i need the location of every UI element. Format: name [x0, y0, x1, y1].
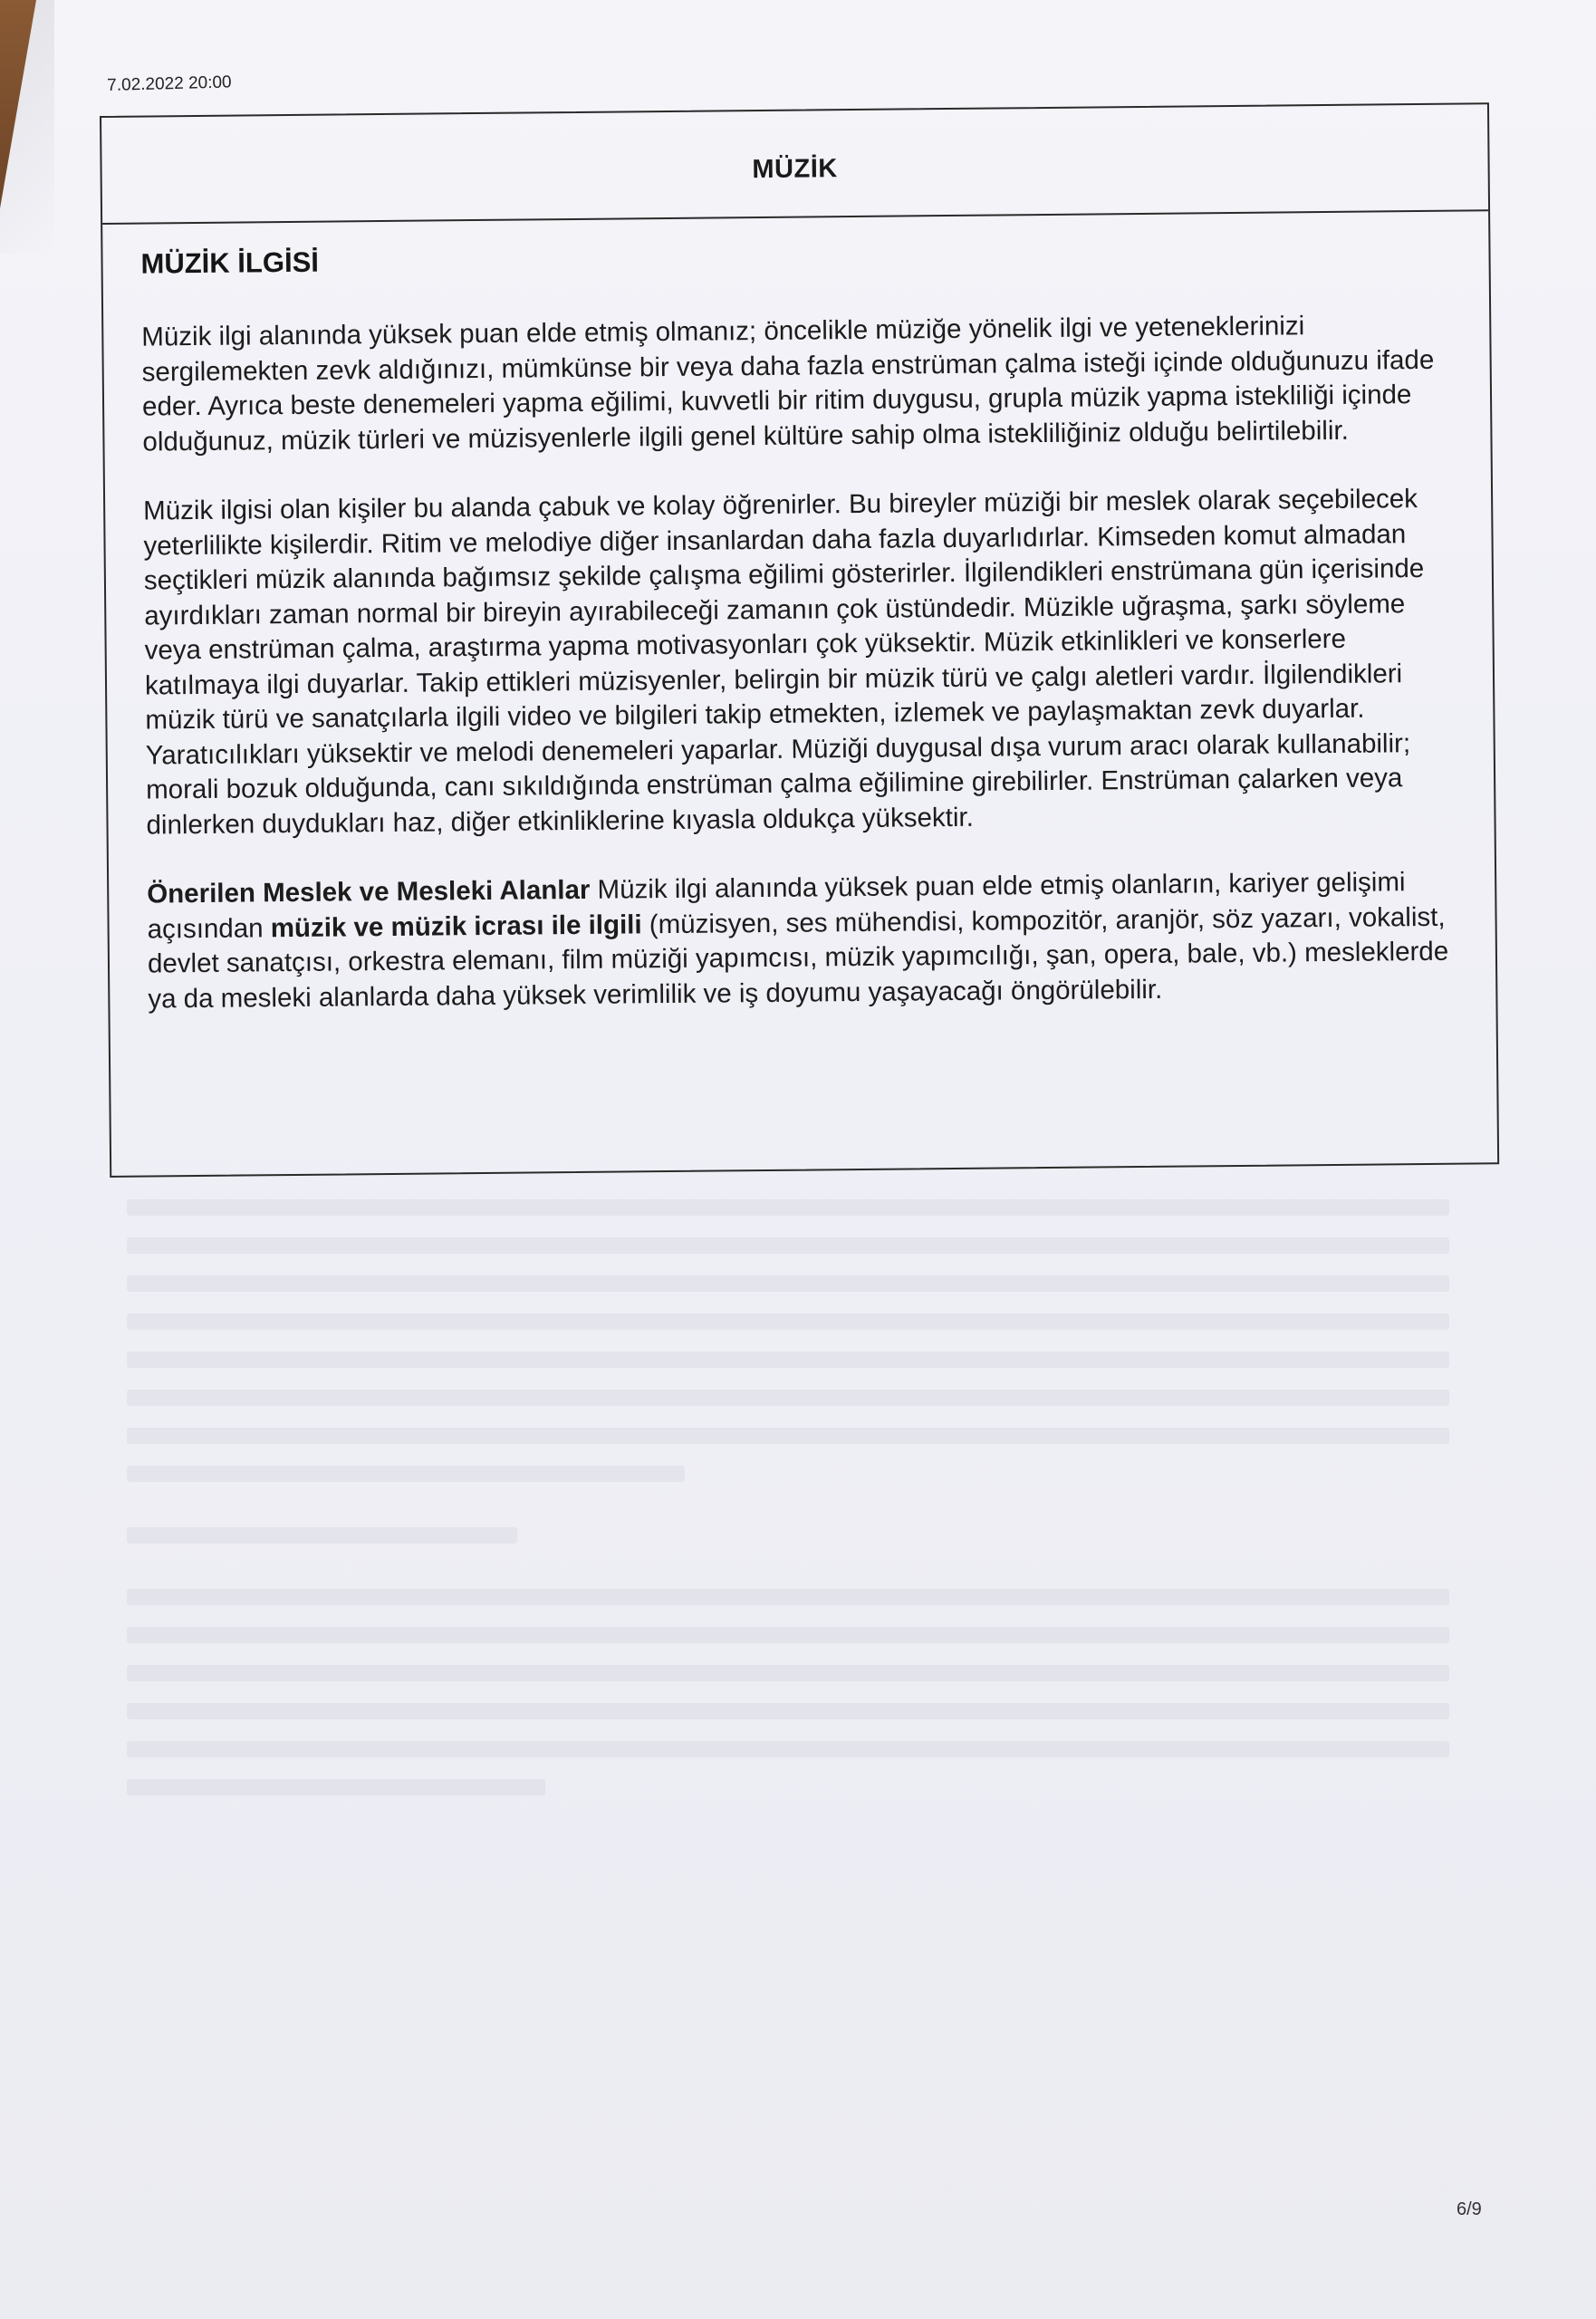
box-header	[101, 104, 1488, 225]
print-timestamp: 7.02.2022 20:00	[107, 72, 232, 95]
recommendations-heading: Önerilen Meslek ve Mesleki Alanlar	[147, 874, 591, 909]
section-title: MÜZİK İLGİSİ	[140, 245, 320, 280]
paper-fold-corner	[0, 0, 36, 208]
recommendations-text-a: Müzik ilgi alanında yüksek puan elde etmiş olanların, kariyer gelişimi açısından	[147, 867, 1406, 945]
recommendations-emphasis: müzik ve müzik icrası ile ilgili	[270, 909, 642, 943]
recommendations-text-b: (müzisyen, ses mühendisi, kompozitör, aranjör, söz yazarı, vokalist, devlet sanatçısı, orkestra elemanı, film müziği yapımcısı, müzik yapımcılığı, şan, opera, bale, vb.) mesleklerde ya da mesleki alanlarda daha yüksek verimlilik ve iş doyumu yaşayacağı öngörülebilir.	[147, 901, 1449, 1015]
paragraph-recommendations	[147, 865, 1459, 1017]
paragraph-intro: Müzik ilgi alanında yüksek puan elde etmiş olmanız; öncelikle müziğe yönelik ilgi ve yeteneklerinizi sergilemekten zevk aldığınızı, mümkünse bir veya daha fazla enstrüman çalma isteği içinde olduğunuzu ifade eder. Ayrıca beste denemeleri yapma eğilimi, kuvvetli bir ritim duygusu, grupla müzik yapma istekliliği içinde olduğunuz, müzik türleri ve müzisyenlerle ilgili genel kültüre sahip olma istekliliğiniz olduğu belirtilebilir.	[141, 311, 1435, 457]
paragraph-description: Müzik ilgisi olan kişiler bu alanda çabuk ve kolay öğrenirler. Bu bireyler müziği bir meslek olarak seçebilecek yeterlilikte kişilerdir. Ritim ve melodiye diğer insanlardan daha fazla duyarlıdırlar. Kimseden komut almadan seçtikleri müzik alanında bağımsız şekilde çalışma eğilimi gösterirler. İlgilendikleri enstrümana gün içerisinde ayırdıkları zaman normal bir bireyin ayırabileceği zamanın çok üstündedir. Müzikle uğraşma, şarkı söyleme veya enstrüman çalma, araştırma yapma motivasyonları çok yüksektir. Müzik etkinlikleri ve konserlere katılmaya ilgi duyarlar. Takip ettikleri müzisyenler, belirgin bir müzik türü ve çalgı aletleri vardır. İlgilendikleri müzik türü ve sanatçılarla ilgili video ve bilgileri takip etmekten, izlemek ve paylaşmaktan zevk duyarlar. Yaratıcılıkları yüksektir ve melodi denemeleri yaparlar. Müziği duygusal dışa vurum aracı olarak kullanabilir; morali bozuk olduğunda, canı sıkıldığında enstrüman çalma eğilimine girebilirler. Enstrüman çalarken veya dinlerken duydukları haz, diğer etkinliklerine kıyasla oldukça yüksektir.	[143, 484, 1425, 841]
page-number: 6/9	[1457, 2199, 1482, 2219]
box-title: MÜZİK	[752, 153, 838, 184]
content-box	[100, 102, 1499, 1178]
box-body	[102, 211, 1495, 1017]
show-through-text	[91, 1178, 1485, 1866]
